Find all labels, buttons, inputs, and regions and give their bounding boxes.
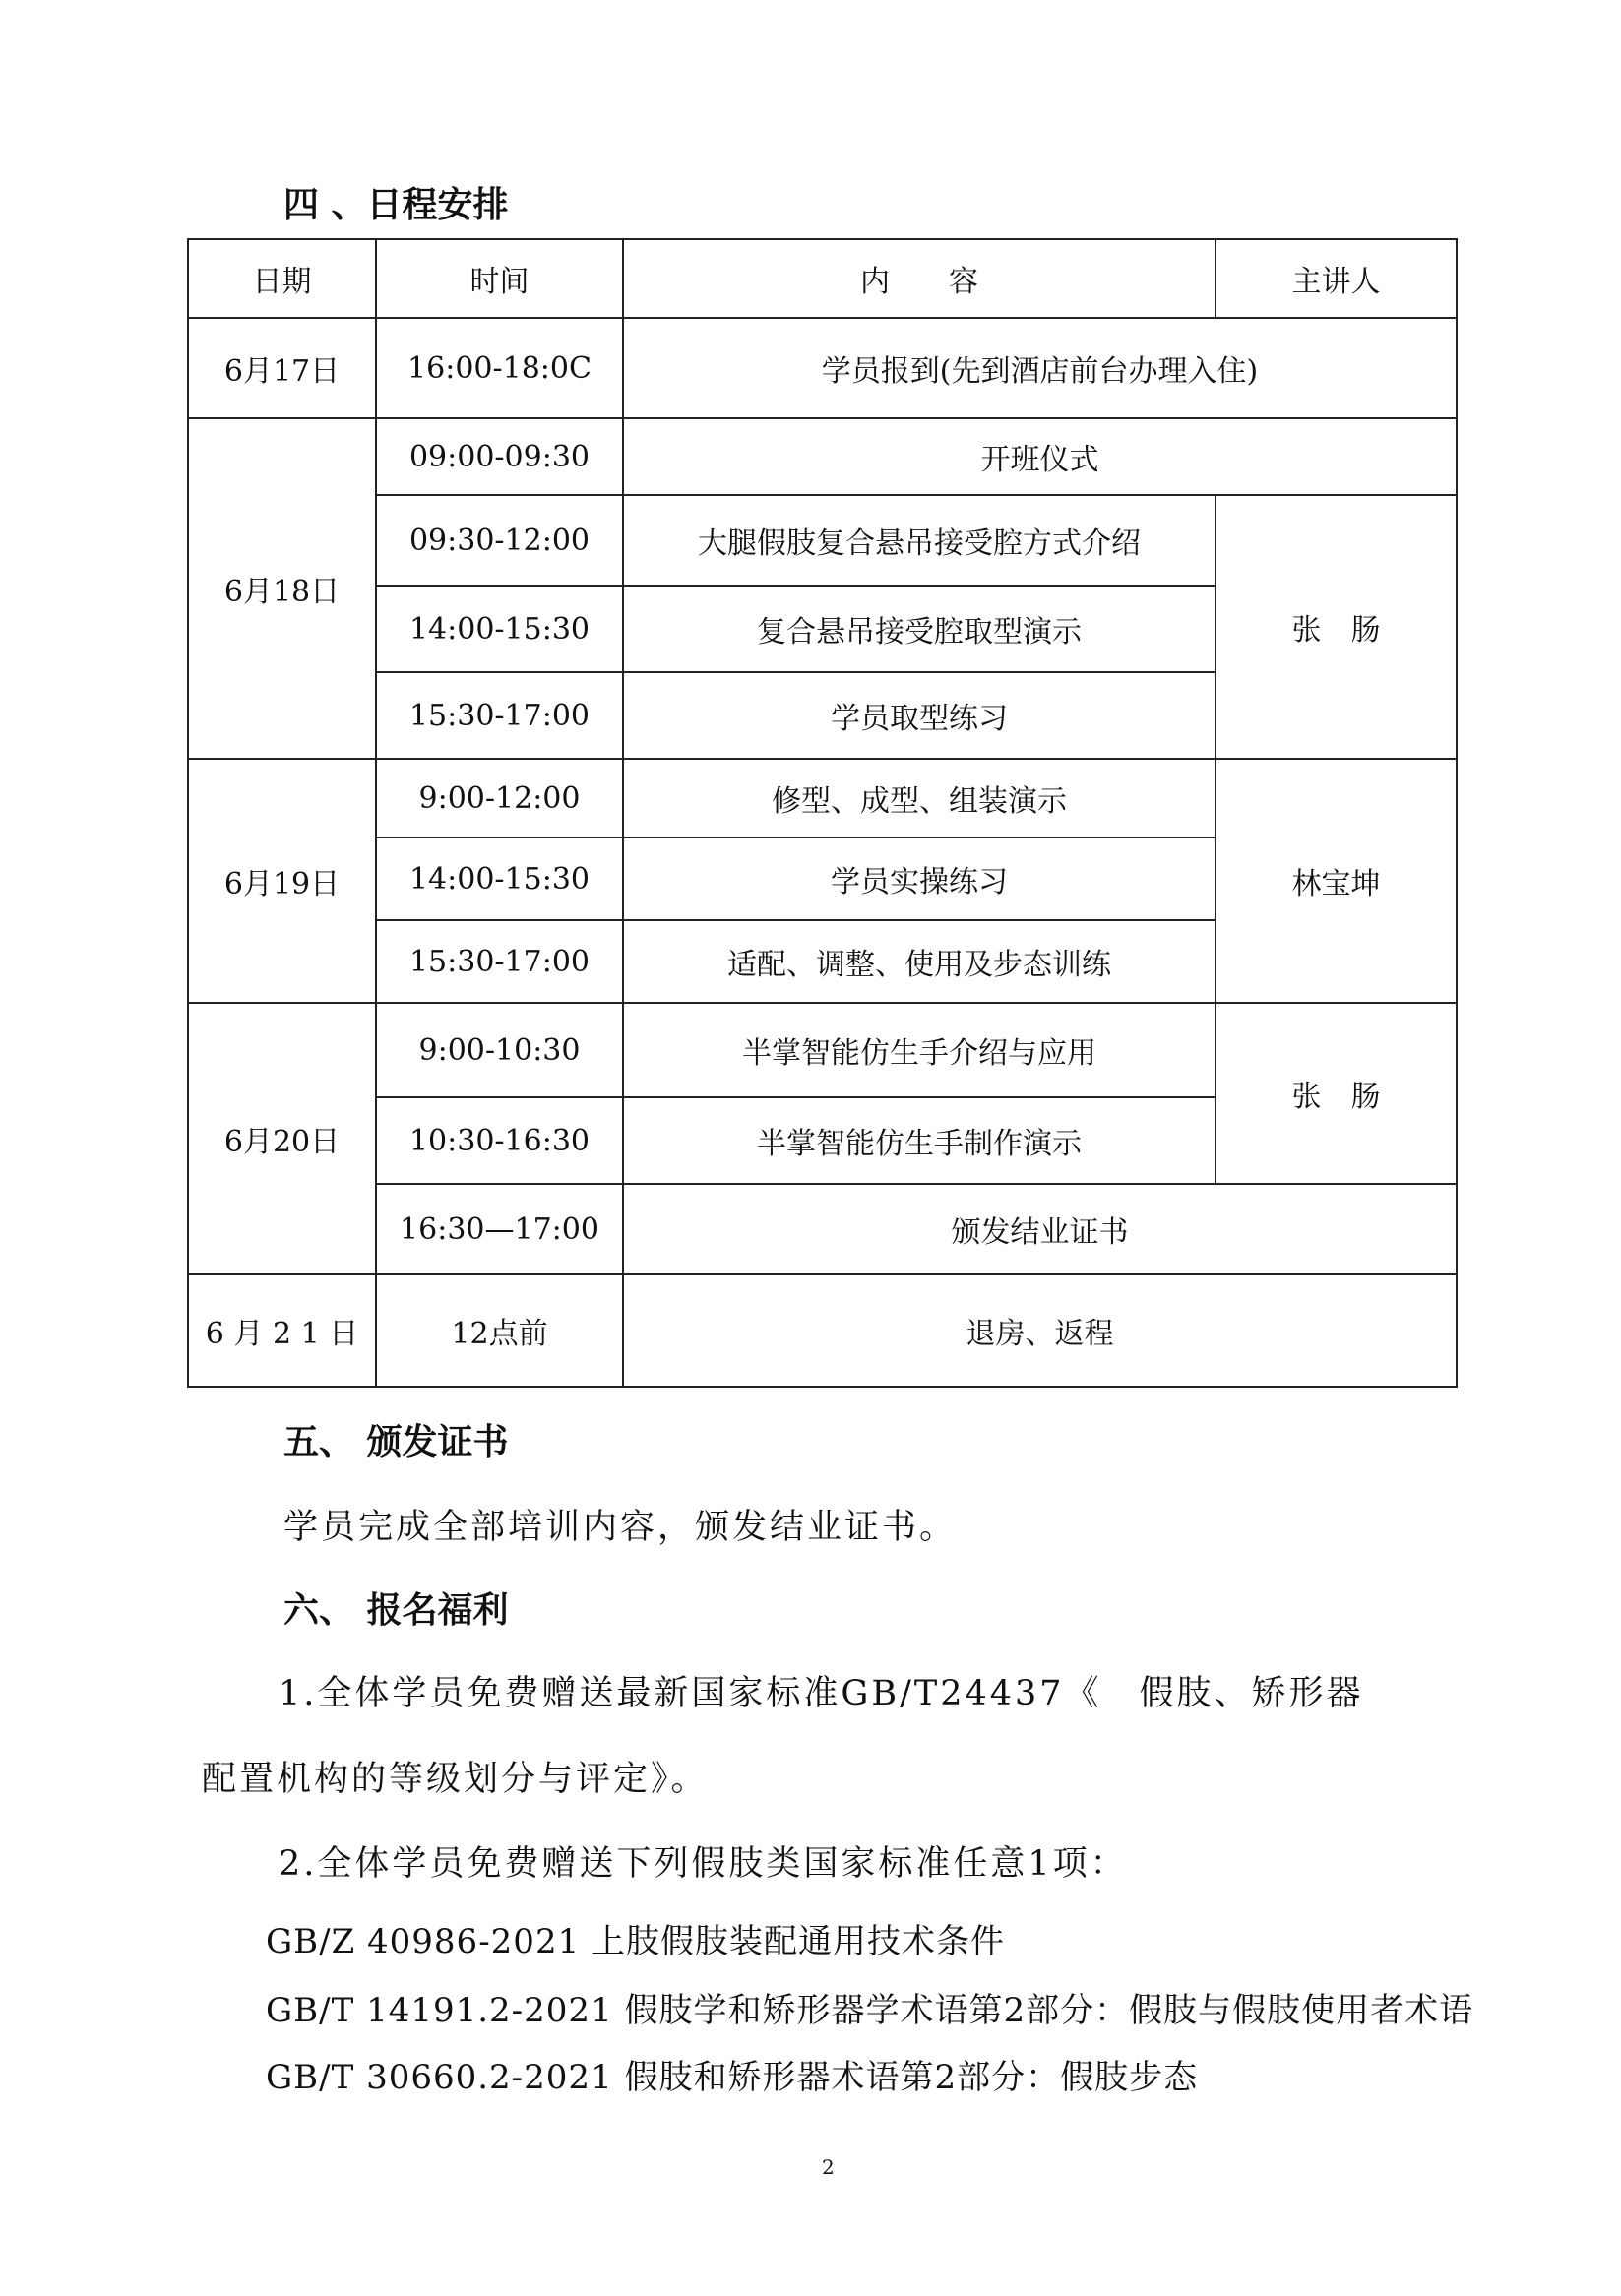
time-cell: 9:00-12:00	[376, 759, 623, 838]
benefit-item1-line1: 1.全体学员免费赠送最新国家标准GB/T24437《 假肢、矫形器	[279, 1674, 1364, 1713]
content-cell: 学员取型练习	[623, 672, 1216, 759]
benefit-item2: 2.全体学员免费赠送下列假肢类国家标准任意1项：	[279, 1844, 1128, 1884]
table-row	[188, 318, 1457, 418]
header-time: 时间	[376, 239, 623, 318]
content-cell: 开班仪式	[623, 418, 1457, 495]
speaker-cell: 张 肠	[1216, 495, 1457, 759]
time-cell: 14:00-15:30	[376, 586, 623, 672]
time-cell: 14:00-15:30	[376, 838, 623, 920]
table-row	[188, 1274, 1457, 1387]
time-cell: 16:00-18:0C	[376, 318, 623, 418]
time-cell: 9:00-10:30	[376, 1003, 623, 1097]
content-cell: 复合悬吊接受腔取型演示	[623, 586, 1216, 672]
content-cell: 半掌智能仿生手介绍与应用	[623, 1003, 1216, 1097]
table-row	[188, 1003, 1457, 1097]
speaker-cell: 张 肠	[1216, 1003, 1457, 1184]
date-cell: 6月20日	[188, 1003, 376, 1274]
time-cell: 09:30-12:00	[376, 495, 623, 586]
time-cell: 10:30-16:30	[376, 1097, 623, 1184]
date-cell: 6月17日	[188, 318, 376, 418]
time-cell: 12点前	[376, 1274, 623, 1387]
time-cell: 15:30-17:00	[376, 920, 623, 1003]
table-row	[188, 1184, 1457, 1274]
schedule-table	[187, 238, 1458, 1388]
section5-text: 学员完成全部培训内容，颁发结业证书。	[283, 1508, 958, 1547]
standard-line: GB/T 30660.2-2021 假肢和矫形器术语第2部分：假肢步态	[266, 2058, 1199, 2097]
time-cell: 09:00-09:30	[376, 418, 623, 495]
header-speaker: 主讲人	[1216, 239, 1457, 318]
date-cell: 6月19日	[188, 759, 376, 1003]
standard-line: GB/T 14191.2-2021 假肢学和矫形器学术语第2部分：假肢与假肢使用者术语	[266, 1991, 1474, 2030]
time-cell: 15:30-17:00	[376, 672, 623, 759]
date-cell: 6月18日	[188, 418, 376, 759]
section6-heading: 六、 报名福利	[283, 1590, 509, 1631]
header-content: 内 容	[623, 239, 1216, 318]
table-row	[188, 418, 1457, 495]
date-cell: 6 月 2 1 日	[188, 1274, 376, 1387]
table-header-row	[188, 239, 1457, 318]
table-row	[188, 759, 1457, 838]
speaker-cell: 林宝坤	[1216, 759, 1457, 1003]
standard-line: GB/Z 40986-2021 上肢假肢装配通用技术条件	[266, 1922, 1006, 1961]
section4-heading: 四 、日程安排	[283, 185, 509, 225]
page-number: 2	[822, 2155, 835, 2179]
content-cell: 颁发结业证书	[623, 1184, 1457, 1274]
time-cell: 16:30—17:00	[376, 1184, 623, 1274]
content-cell: 退房、返程	[623, 1274, 1457, 1387]
content-cell: 大腿假肢复合悬吊接受腔方式介绍	[623, 495, 1216, 586]
table-row	[188, 495, 1457, 586]
content-cell: 学员报到(先到酒店前台办理入住)	[623, 318, 1457, 418]
header-date: 日期	[188, 239, 376, 318]
content-cell: 适配、调整、使用及步态训练	[623, 920, 1216, 1003]
content-cell: 修型、成型、组装演示	[623, 759, 1216, 838]
content-cell: 半掌智能仿生手制作演示	[623, 1097, 1216, 1184]
benefit-item1-line2: 配置机构的等级划分与评定》。	[202, 1760, 709, 1799]
section5-heading: 五、 颁发证书	[283, 1422, 509, 1462]
content-cell: 学员实操练习	[623, 838, 1216, 920]
